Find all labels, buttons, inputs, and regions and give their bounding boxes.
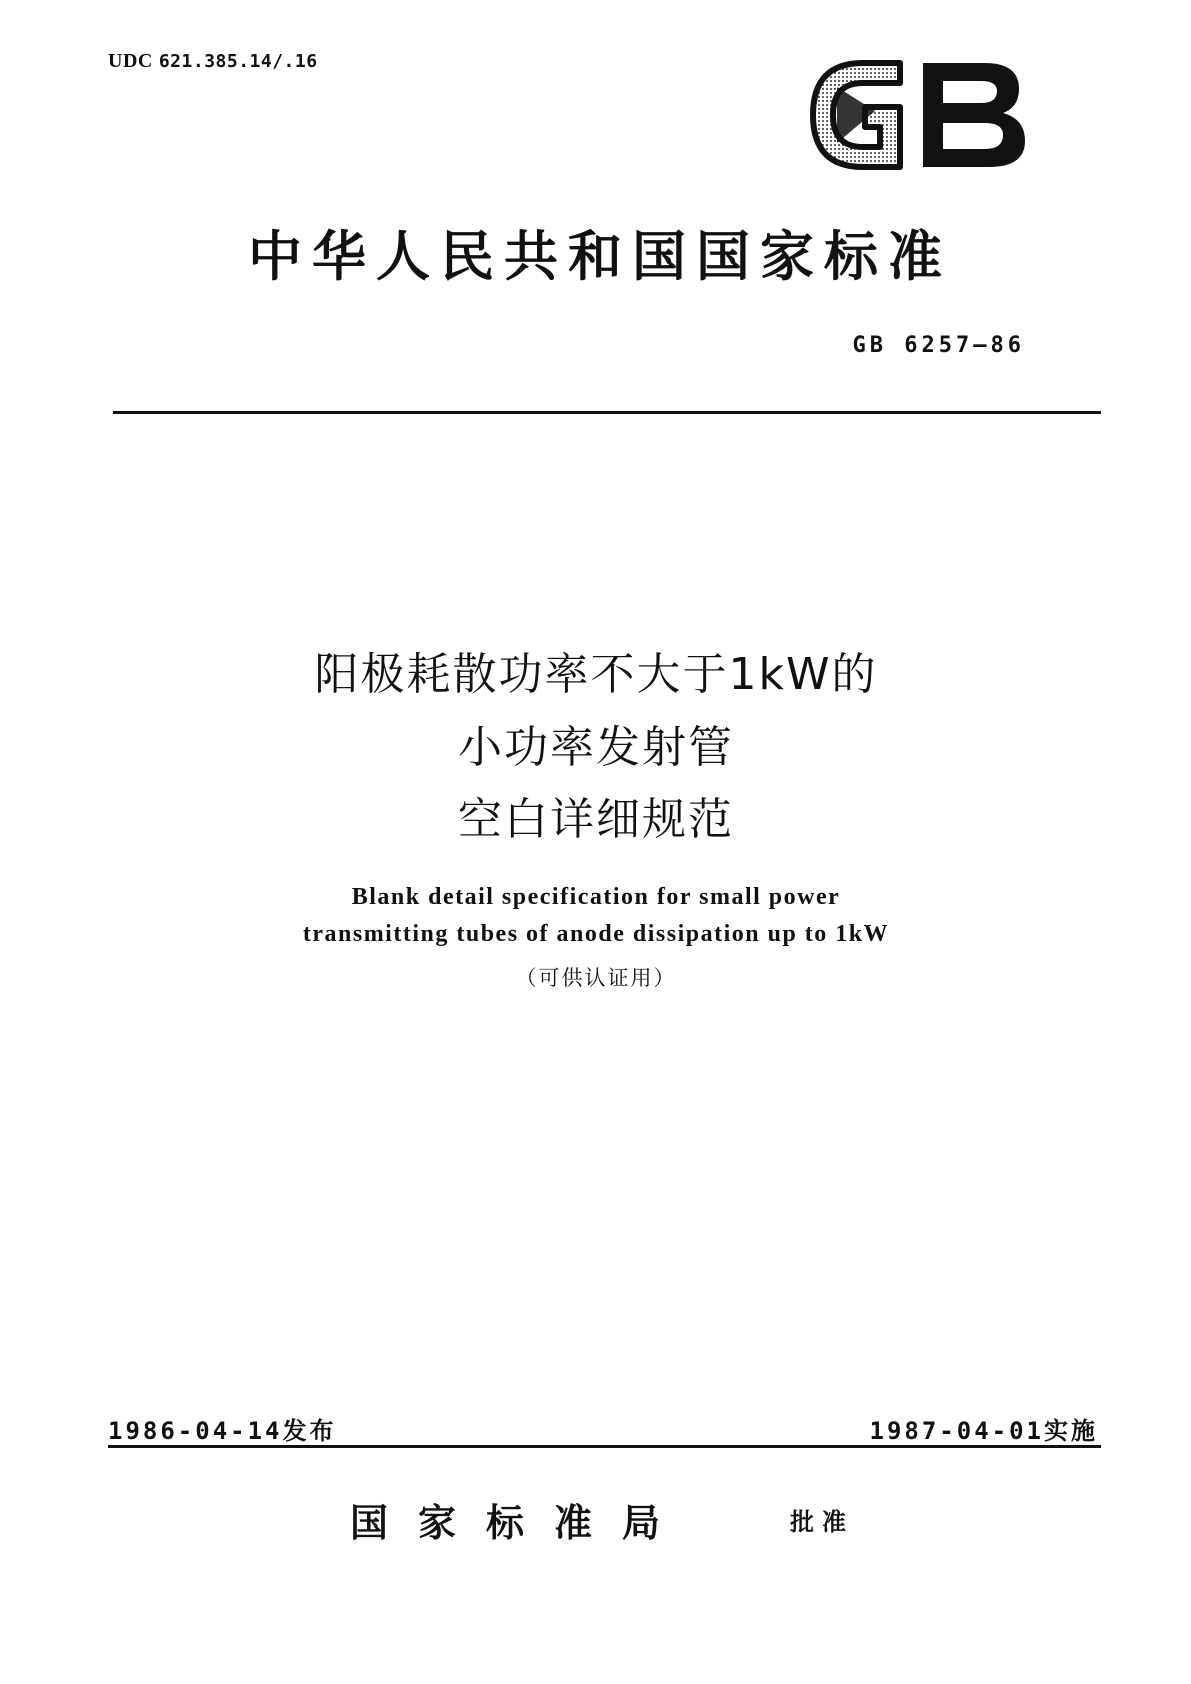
title-cn-line-1: 阳极耗散功率不大于1kW的 <box>314 649 878 700</box>
standard-number: GB 6257—86 <box>852 333 1025 358</box>
gb-logo <box>805 55 1035 175</box>
udc-label: UDC <box>108 50 153 72</box>
udc-code <box>108 50 318 73</box>
issue-date: 1986-04-14发布 <box>108 1417 337 1445</box>
certification-note: （可供认证用） <box>515 966 677 990</box>
document-main-title: 中华人民共和国国家标准 <box>248 225 952 288</box>
footer-divider <box>108 1445 1101 1448</box>
header-divider <box>113 411 1101 414</box>
udc-number: 621.385.14/.16 <box>158 51 318 72</box>
title-en-line-1: Blank detail specification for small power <box>351 884 841 910</box>
title-en-line-2: transmitting tubes of anode dissipation up to 1kW <box>302 921 890 947</box>
approval-suffix: 批准 <box>790 1508 854 1536</box>
title-cn-line-2: 小功率发射管 <box>458 722 734 773</box>
title-cn-line-3: 空白详细规范 <box>458 794 734 845</box>
implementation-date: 1987-04-01实施 <box>869 1417 1098 1445</box>
approval-body: 国家标准局 <box>350 1501 691 1545</box>
